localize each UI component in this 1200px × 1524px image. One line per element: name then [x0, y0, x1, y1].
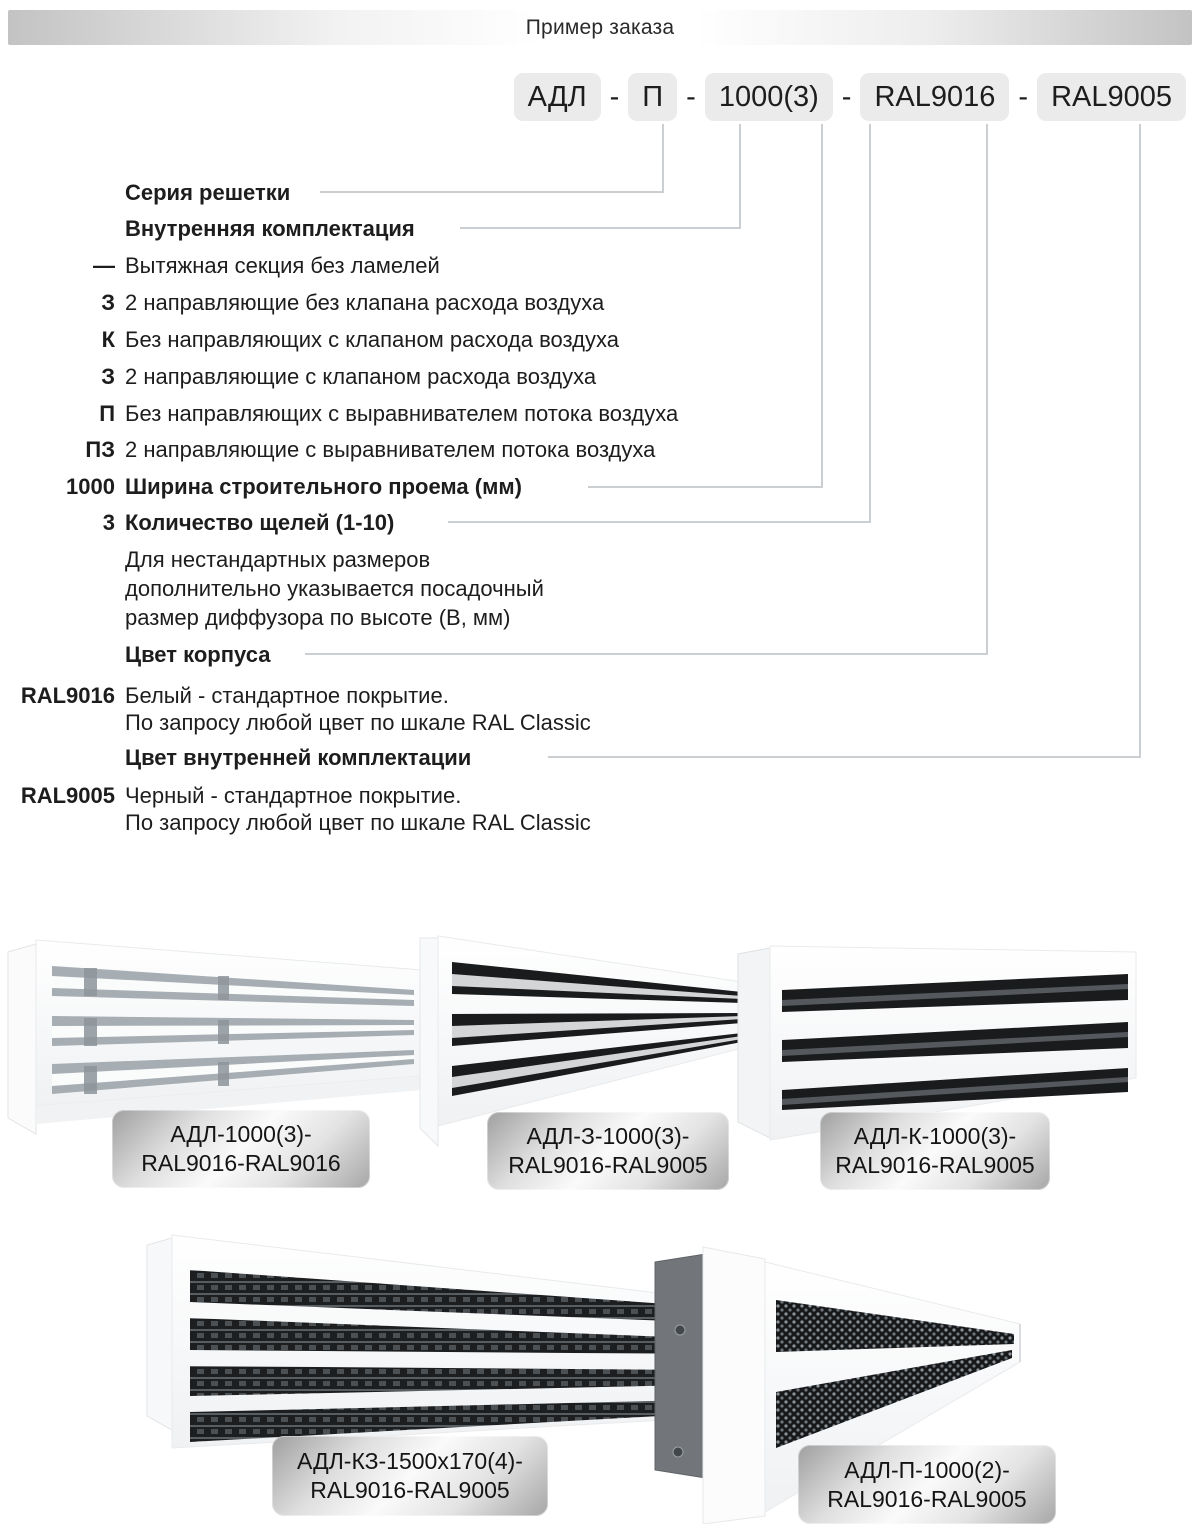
note-line: дополнительно указывается посадочный [125, 576, 544, 601]
width-code: 1000 [66, 474, 115, 499]
series-label: Серия решетки [125, 180, 291, 205]
product-label-line2: RAL9016-RAL9005 [827, 1485, 1027, 1512]
product-label-line2: RAL9016-RAL9005 [508, 1152, 708, 1178]
legend-option-row [0, 363, 780, 391]
option-code: ПЗ [85, 437, 115, 462]
product-illustrations [0, 900, 1200, 1524]
ral9016-text-line2: По запросу любой цвет по шкале RAL Classic [125, 710, 591, 735]
legend-option-row [0, 400, 780, 428]
legend-option-row [0, 436, 780, 464]
option-code: П [99, 401, 115, 426]
legend-row-series [0, 179, 780, 207]
legend-row-slots [0, 509, 780, 537]
note-line: Для нестандартных размеров [125, 547, 431, 572]
order-code-size-box: 1000(3) [705, 73, 833, 121]
legend-option-row [0, 289, 780, 317]
product-label-2 [487, 1112, 729, 1190]
inner-label: Внутренняя комплектация [125, 216, 415, 241]
slots-label: Количество щелей (1-10) [125, 510, 395, 535]
order-code-dash: - [686, 81, 696, 113]
option-text: Без направляющих с выравнивателем потока воздуха [125, 401, 679, 426]
slots-code: 3 [102, 510, 115, 535]
note-line: размер диффузора по высоте (В, мм) [125, 605, 511, 630]
order-code [514, 73, 1186, 121]
product-label-line2: RAL9016-RAL9016 [141, 1150, 341, 1176]
legend-option-row [0, 326, 780, 354]
ral9005-code: RAL9005 [20, 783, 115, 808]
ral9005-text-line1: Черный - стандартное покрытие. [125, 783, 462, 808]
legend-option-row [0, 252, 780, 280]
page-title: Пример заказа [525, 15, 675, 39]
ral9016-text-line1: Белый - стандартное покрытие. [125, 683, 449, 708]
header-bar [8, 10, 1192, 45]
option-text: 2 направляющие с выравнивателем потока воздуха [125, 437, 656, 462]
legend-note [0, 545, 780, 632]
product-label-3 [820, 1112, 1050, 1190]
option-text: 2 направляющие без клапана расхода воздуха [125, 290, 605, 315]
product-grille-adl-kz-1500 [147, 1235, 700, 1448]
product-label-line1: АДЛ-КЗ-1500х170(4)- [297, 1448, 523, 1474]
product-label-line1: АДЛ-К-1000(3)- [853, 1123, 1017, 1149]
legend-row-body-color [0, 641, 780, 669]
ral9016-code: RAL9016 [20, 683, 115, 708]
product-label-line1: АДЛ-1000(3)- [170, 1121, 312, 1147]
product-label-line2: RAL9016-RAL9005 [835, 1152, 1035, 1178]
product-label-line1: АДЛ-З-1000(3)- [526, 1123, 690, 1149]
order-code-inner-box: П [628, 73, 677, 121]
product-label-line1: АДЛ-П-1000(2)- [844, 1456, 1010, 1483]
body-color-label: Цвет корпуса [125, 642, 271, 667]
product-label-line2: RAL9016-RAL9005 [310, 1477, 510, 1503]
option-code: — [93, 253, 115, 278]
option-code: К [101, 327, 115, 352]
option-code: З [101, 290, 115, 315]
order-code-bodycolor-box: RAL9016 [860, 73, 1009, 121]
product-grille-adl-1000-white [8, 940, 422, 1134]
order-code-series-box: АДЛ [514, 73, 601, 121]
legend-row-ral9016 [0, 682, 780, 736]
legend-row-width [0, 473, 780, 501]
order-code-innercolor-box: RAL9005 [1037, 73, 1186, 121]
ral9005-text-line2: По запросу любой цвет по шкале RAL Classic [125, 810, 591, 835]
legend-row-inner [0, 215, 780, 243]
product-label-4 [272, 1436, 548, 1516]
product-label-5 [798, 1445, 1056, 1524]
width-label: Ширина строительного проема (мм) [125, 474, 522, 499]
order-code-dash: - [841, 81, 852, 113]
option-text: Вытяжная секция без ламелей [125, 253, 440, 278]
order-code-dash: - [1018, 81, 1029, 113]
legend-row-inner-color [0, 744, 780, 772]
option-text: 2 направляющие с клапаном расхода воздуха [125, 364, 597, 389]
product-label-1 [112, 1110, 370, 1188]
product-grille-adl-k-1000 [738, 946, 1136, 1140]
option-code: З [101, 364, 115, 389]
option-text: Без направляющих с клапаном расхода воздуха [125, 327, 619, 352]
inner-color-label: Цвет внутренней комплектации [125, 745, 472, 770]
order-code-dash: - [609, 81, 620, 113]
legend-row-ral9005 [0, 782, 780, 836]
